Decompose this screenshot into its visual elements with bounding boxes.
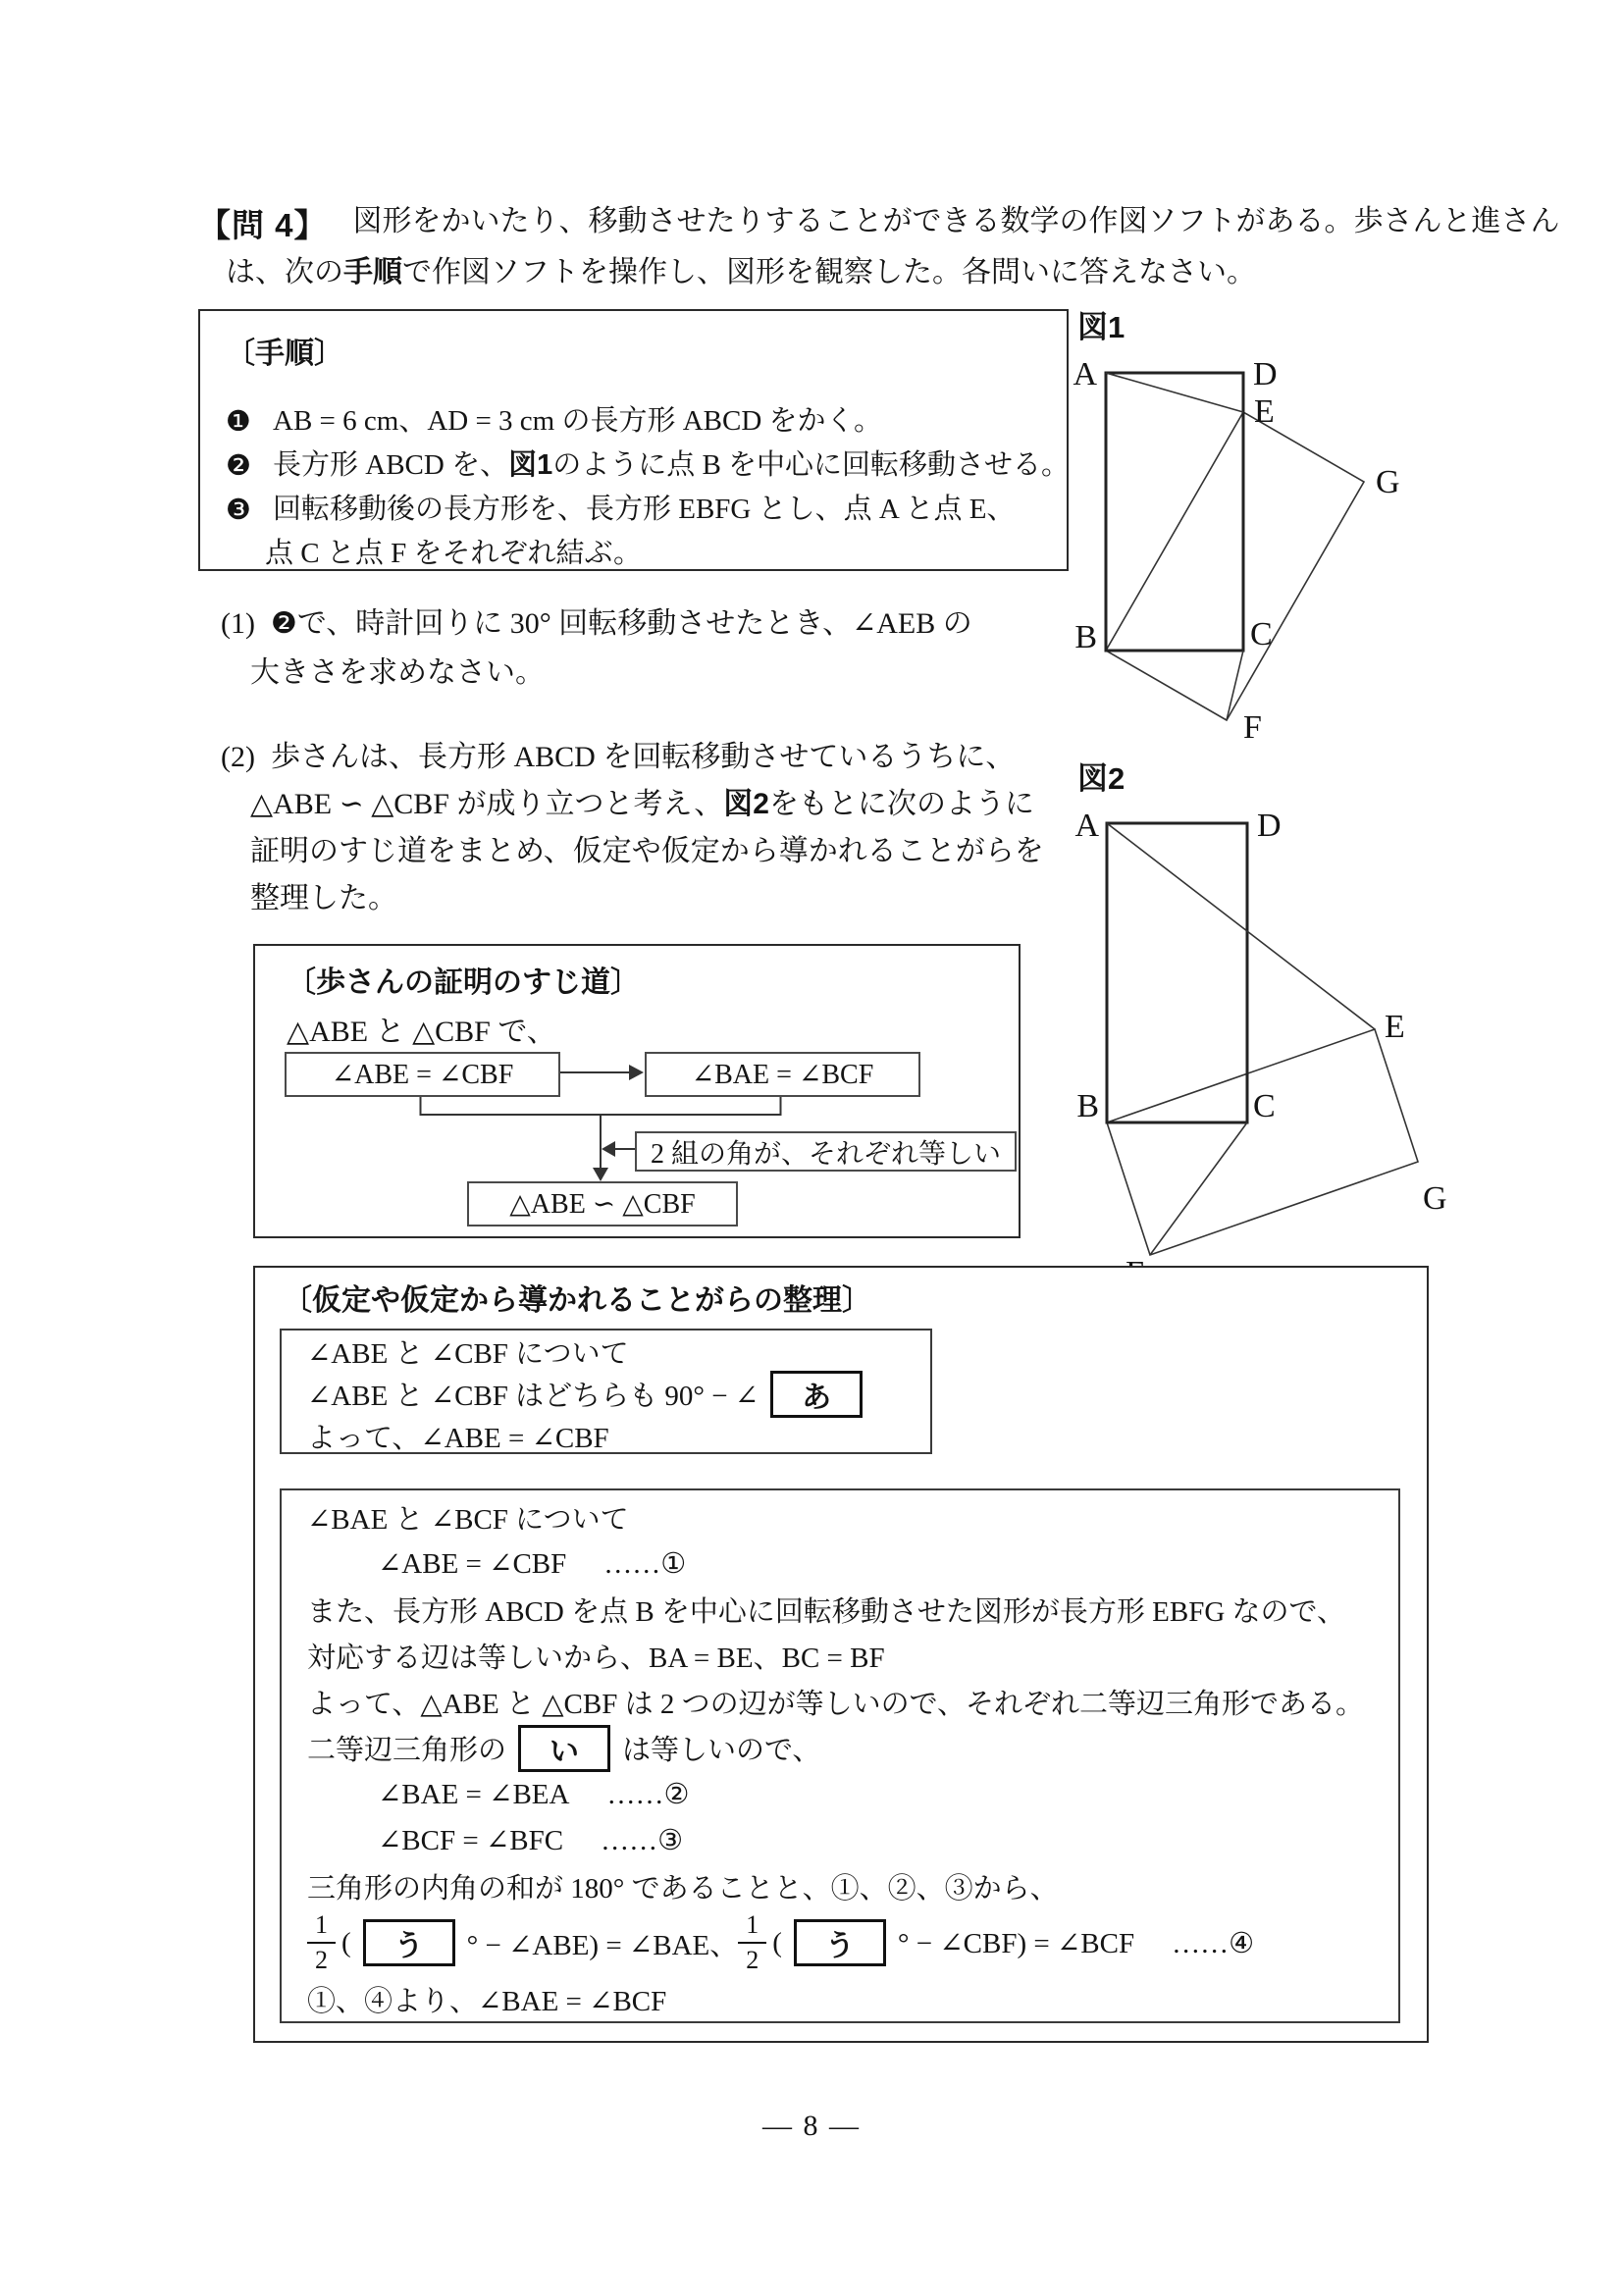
procedure-step-3-continued: 点 C と点 F をそれぞれ結ぶ。: [265, 538, 643, 569]
fig2-rect-abcd: [1107, 823, 1247, 1122]
procedure-step-3: ❸ 回転移動後の長方形を、長方形 EBFG とし、点 A と点 E、: [226, 488, 1050, 532]
proof-outline-intro: △ABE と △CBF で、: [287, 1016, 556, 1048]
fig1-vertex-e: E: [1254, 393, 1275, 430]
bold-fig2-ref: 図2: [723, 788, 769, 820]
block1-line2: ∠ABE と ∠CBF はどちらも 90° − ∠ あ: [307, 1373, 930, 1415]
question-1-line1: (1) ❷で、時計回りに 30° 回転移動させたとき、∠AEB の: [221, 606, 972, 641]
bold-word-tejun: 手順: [343, 256, 402, 288]
answer-blank-a: あ: [770, 1371, 863, 1418]
block2-eq3: ∠BCF = ∠BFC ……③: [378, 1825, 684, 1856]
figure2-diagram: [1040, 746, 1501, 1305]
fig1-segment-cf: [1227, 651, 1243, 720]
summary-block2: [280, 1488, 1400, 2023]
flow-box-conclusion: △ABE ∽ △CBF: [467, 1181, 738, 1226]
step3-circled-number-icon: ❸: [226, 493, 251, 526]
procedure-step-1: ❶ AB = 6 cm、AD = 3 cm の長方形 ABCD をかく。: [226, 399, 1050, 444]
fig2-vertex-e: E: [1385, 1009, 1405, 1045]
flow-arrowhead-down-icon: [593, 1168, 608, 1181]
fig1-vertex-d: D: [1253, 356, 1278, 392]
summary-block1: [280, 1329, 932, 1454]
block2-equation4: $\frac{1}{2}$ ( う ° − ∠ABE) = ∠BAE、 $\frac{1}{2}$ ( う ° − ∠CBF) = ∠BCF ……④: [307, 1909, 1398, 1976]
q1-step2-marker-icon: ❷: [270, 606, 297, 641]
summary-box: [253, 1266, 1429, 2043]
block1-line1: ∠ABE と ∠CBF について: [307, 1338, 629, 1370]
answer-blank-u-1: う: [363, 1919, 455, 1966]
flow-box-angle-abe-cbf: ∠ABE = ∠CBF: [285, 1052, 560, 1097]
procedure-box: [198, 309, 1069, 571]
block2-line5: よって、△ABE と △CBF は 2 つの辺が等しいので、それぞれ二等辺三角形である。: [307, 1689, 1365, 1720]
figure2-title: 図2: [1077, 761, 1126, 796]
fig2-segment-ae: [1107, 823, 1375, 1029]
fraction-one-half: $\frac{1}{2}$: [307, 1912, 336, 1973]
fig2-rect-ebfg: [1107, 1029, 1418, 1255]
eq2-reference: ……②: [606, 1779, 690, 1810]
block2-eq1: ∠ABE = ∠CBF ……①: [378, 1548, 687, 1580]
block2-line9: 三角形の内角の和が 180° であることと、①、②、③から、: [307, 1873, 1059, 1905]
fig1-vertex-f: F: [1243, 709, 1262, 746]
fraction-one-half-2: $\frac{1}{2}$: [738, 1912, 766, 1973]
step2-circled-number-icon: ❷: [226, 448, 251, 482]
block2-line1: ∠BAE と ∠BCF について: [307, 1504, 629, 1536]
block2-eq2: ∠BAE = ∠BEA ……②: [378, 1779, 690, 1810]
eq4-reference: ……④: [1172, 1927, 1255, 1959]
question-2-line4: 整理した。: [250, 882, 397, 914]
flow-box-reason: 2 組の角が、それぞれ等しい: [635, 1131, 1017, 1172]
block1-line3: よって、∠ABE = ∠CBF: [307, 1423, 609, 1454]
proof-outline-box: [253, 944, 1021, 1238]
question-2-line3: 証明のすじ道をまとめ、仮定や仮定から導かれることがらを: [250, 835, 1044, 867]
procedure-step-2: ❷ 長方形 ABCD を、図1のように点 B を中心に回転移動させる。: [226, 444, 1050, 488]
flow-arrowhead-right-icon: [629, 1065, 644, 1080]
fig2-vertex-b: B: [1076, 1088, 1099, 1124]
fig2-vertex-a: A: [1074, 808, 1099, 844]
procedure-heading: 〔手順〕: [226, 338, 343, 370]
question-1-line2: 大きさを求めなさい。: [250, 656, 545, 689]
fig2-vertex-g: G: [1423, 1180, 1447, 1217]
step1-circled-number-icon: ❶: [226, 404, 251, 438]
problem-header: [198, 200, 1560, 246]
fig2-vertex-c: C: [1253, 1088, 1276, 1124]
question-2-line1: (2) 歩さんは、長方形 ABCD を回転移動させているうちに、: [221, 741, 1016, 773]
answer-blank-u-2: う: [794, 1919, 886, 1966]
fig1-vertex-g: G: [1376, 464, 1400, 500]
summary-heading: 〔仮定や仮定から導かれることがらの整理〕: [283, 1284, 871, 1317]
figure1-diagram: [1040, 294, 1492, 756]
fig1-vertex-a: A: [1073, 356, 1097, 392]
question-2-line2: △ABE ∽ △CBF が成り立つと考え、図2をもとに次のように: [250, 788, 1034, 820]
problem-statement-line2: は、次の手順で作図ソフトを操作し、図形を観察した。各問いに答えなさい。: [226, 256, 1256, 288]
block2-line4: 対応する辺は等しいから、BA = BE、BC = BF: [307, 1643, 885, 1674]
flow-box-angle-bae-bcf: ∠BAE = ∠BCF: [645, 1052, 920, 1097]
eq3-reference: ……③: [601, 1825, 684, 1856]
fig2-segment-cf: [1150, 1122, 1247, 1255]
fig1-vertex-c: C: [1250, 616, 1273, 652]
flow-arrowhead-left-icon: [602, 1141, 615, 1157]
block2-line6: 二等辺三角形の い は等しいので、: [307, 1725, 1398, 1771]
fig1-rect-ebfg: [1106, 412, 1364, 720]
problem-number-label: 【問 4】: [198, 207, 328, 243]
bold-fig1-ref: 図1: [508, 449, 553, 481]
answer-blank-i: い: [518, 1725, 610, 1772]
proof-outline-heading: 〔歩さんの証明のすじ道〕: [287, 966, 640, 999]
eq1-reference: ……①: [603, 1548, 687, 1580]
fig1-segment-ae: [1106, 373, 1243, 412]
fig2-vertex-d: D: [1257, 808, 1282, 844]
fig1-rect-abcd: [1106, 373, 1243, 651]
problem-statement-line1: 図形をかいたり、移動させたりすることができる数学の作図ソフトがある。歩さんと進さん: [352, 205, 1560, 237]
block2-line3: また、長方形 ABCD を点 B を中心に回転移動させた図形が長方形 EBFG なので、: [307, 1596, 1345, 1628]
block2-line11: ①、④より、∠BAE = ∠BCF: [307, 1986, 667, 2017]
page-number: — 8 —: [762, 2110, 861, 2142]
fig1-vertex-b: B: [1074, 619, 1097, 655]
figure1-title: 図1: [1077, 310, 1126, 344]
